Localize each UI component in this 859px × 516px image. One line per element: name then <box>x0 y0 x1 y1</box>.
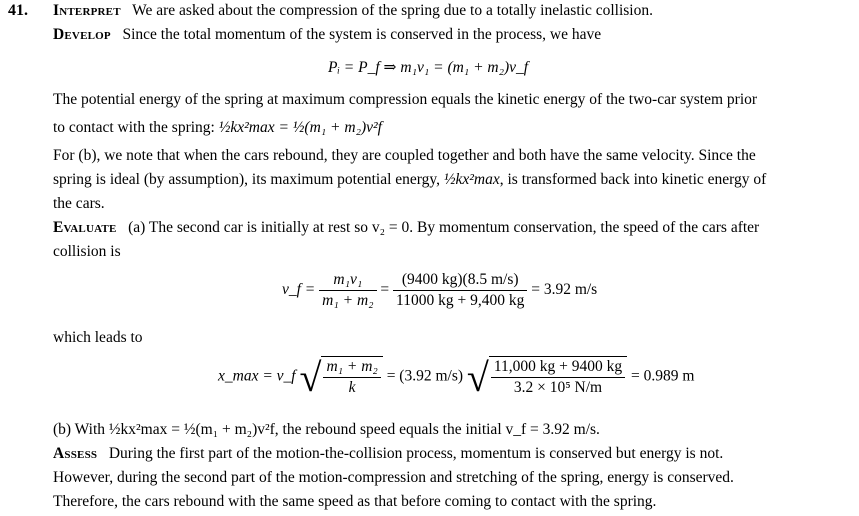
b-line-2a: spring is ideal (by assumption), its maximum potential energy, <box>53 171 441 188</box>
evaluate-line-2: collision is <box>53 243 121 260</box>
evaluate-text: (a) The second car is initially at rest so v₂ = 0. By momentum conservation, the speed of the cars after <box>128 219 760 236</box>
problem-number: 41. <box>8 2 28 19</box>
interpret-heading: Interpret <box>53 2 121 19</box>
xmax-frac-bot: k <box>348 379 356 396</box>
vf-num-top: (9400 kg)(8.5 m/s) <box>393 270 527 291</box>
develop-text: Since the total momentum of the system is conserved in the process, we have <box>122 26 602 43</box>
vf-frac-top: m₁v₁ <box>319 270 376 291</box>
xmax-numeric-fraction <box>491 357 625 398</box>
vf-result: = 3.92 m/s <box>531 281 598 299</box>
xmax-result: = 0.989 m <box>631 367 695 385</box>
pe-equation: ½kx²max = ½(m₁ + m₂)v²f <box>218 119 382 136</box>
vf-num-bot: 11000 kg + 9,400 kg <box>396 292 525 309</box>
vf-lhs: v_f = <box>282 281 316 299</box>
assess-line-2: However, during the second part of the motion-compression and stretching of the spring, energy is conserved. <box>53 469 734 486</box>
leads-to-line: which leads to <box>53 329 143 346</box>
assess-heading: Assess <box>53 445 98 462</box>
b-line-1: For (b), we note that when the cars rebound, they are coupled together and both have the same velocity. Since the <box>53 147 756 164</box>
b-line-2 <box>53 171 766 189</box>
xmax-equation <box>218 356 694 398</box>
xmax-lhs: x_max = v_f <box>218 367 296 385</box>
xmax-num-top: 11,000 kg + 9400 kg <box>491 357 625 378</box>
vf-frac-bot: m₁ + m₂ <box>322 292 374 309</box>
pe-line-1: The potential energy of the spring at maximum compression equals the kinetic energy of the two-car system prior <box>53 91 758 108</box>
xmax-frac-top: m₁ + m₂ <box>323 357 380 378</box>
xmax-sqrt-1 <box>299 356 382 398</box>
b-line-2-eq: ½kx²max <box>443 171 500 188</box>
vf-symbolic-fraction <box>319 270 376 311</box>
sqrt-icon: √ <box>299 354 322 400</box>
momentum-equation <box>328 58 528 77</box>
assess-line-3: Therefore, the cars rebound with the same speed as that before coming to contact with the spring. <box>53 493 657 510</box>
b-line-3: the cars. <box>53 195 105 212</box>
develop-heading: Develop <box>53 26 111 43</box>
assess-text: During the first part of the motion-the-collision process, momentum is conserved but energy is not. <box>108 445 724 462</box>
pe-line-2-text: to contact with the spring: <box>53 119 215 136</box>
assess-line-1 <box>53 445 723 463</box>
interpret-line <box>53 2 653 20</box>
b-result-line: (b) With ½kx²max = ½(m₁ + m₂)v²f, the rebound speed equals the initial v_f = 3.92 m/s. <box>53 421 600 438</box>
xmax-sqrt-2 <box>467 356 627 398</box>
vf-numeric-fraction <box>393 270 527 311</box>
b-line-2b: , is transformed back into kinetic energy of <box>499 171 767 188</box>
evaluate-heading: Evaluate <box>53 219 117 236</box>
vf-equation: v_f = $\frac{\text{m₁v₁}}{\text{m₁ + m₂}}$ = $\frac{(9400 kg)(8.5 m/s)}{11000 kg + 9,400 kg}$ = 3.92 m/s <box>282 271 598 309</box>
pe-line-2 <box>53 119 382 137</box>
momentum-equation-text: Pᵢ = P_f ⇒ m₁v₁ = (m₁ + m₂)v_f <box>328 59 529 76</box>
sqrt-icon: √ <box>466 354 489 400</box>
xmax-num-bot: 3.2 × 10⁵ N/m <box>513 379 603 396</box>
evaluate-line-1 <box>53 219 759 237</box>
xmax-mid: = (3.92 m/s) <box>386 367 464 385</box>
xmax-symbolic-fraction <box>323 357 380 398</box>
develop-line <box>53 26 601 44</box>
interpret-text: We are asked about the compression of the spring due to a totally inelastic collision. <box>132 2 653 19</box>
